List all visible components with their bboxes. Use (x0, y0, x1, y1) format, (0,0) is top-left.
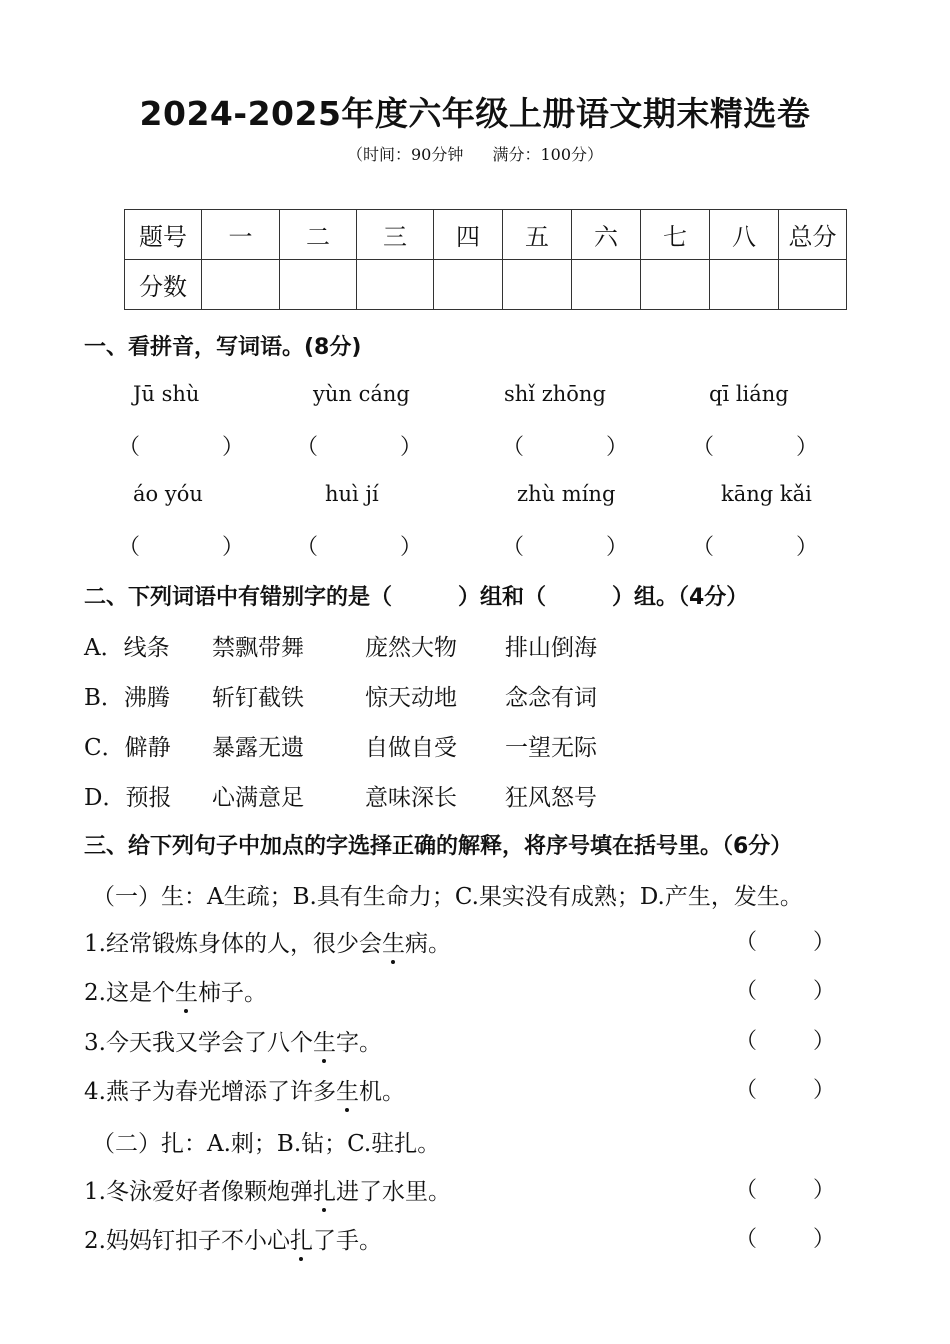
option-label: C．僻静 (84, 735, 171, 761)
score-cell-col1: 一 (202, 210, 280, 260)
score-cell-label: 题号 (125, 210, 202, 260)
answer-blank[interactable]: （ ） (296, 535, 423, 560)
pinyin-prompt: shǐ zhōng (504, 382, 606, 406)
option-word: 暴露无遗 (212, 735, 304, 761)
option-word: 斩钉截铁 (212, 685, 304, 711)
score-cell-total: 总分 (779, 210, 847, 260)
group-1-intro: （一）生：A生疏；B.具有生命力；C.果实没有成熟；D.产生，发生。 (92, 884, 803, 910)
score-input-cell[interactable] (503, 260, 572, 310)
question-line: 4.燕子为春光增添了许多生机。 (84, 1073, 405, 1106)
score-cell-col5: 五 (503, 210, 572, 260)
answer-blank[interactable]: （ ） (692, 535, 819, 560)
dotted-char: 扎 (313, 1173, 336, 1206)
pinyin-prompt: huì jí (325, 482, 379, 506)
question-line: 1.冬泳爱好者像颗炮弹扎进了水里。 (84, 1173, 451, 1206)
dotted-char: 生 (382, 925, 405, 958)
option-word: 禁飘带舞 (212, 635, 304, 661)
score-cell-col6: 六 (572, 210, 641, 260)
option-word: 排山倒海 (505, 635, 597, 661)
answer-blank[interactable]: （ ） (735, 1078, 836, 1103)
option-word: 惊天动地 (365, 685, 457, 711)
score-cell-col8: 八 (710, 210, 779, 260)
question-line: 1.经常锻炼身体的人，很少会生病。 (84, 925, 451, 958)
option-word: 心满意足 (212, 785, 304, 811)
option-word: 意味深长 (365, 785, 457, 811)
option-label: B．沸腾 (84, 685, 170, 711)
answer-blank[interactable]: （ ） (735, 1029, 836, 1054)
pinyin-prompt: Jū shù (133, 382, 200, 406)
option-word: 念念有词 (505, 685, 597, 711)
score-input-cell[interactable] (280, 260, 357, 310)
question-line: 3.今天我又学会了八个生字。 (84, 1024, 382, 1057)
score-input-cell[interactable] (710, 260, 779, 310)
answer-blank[interactable]: （ ） (118, 535, 245, 560)
score-cell-col7: 七 (641, 210, 710, 260)
option-word: 狂风怒号 (505, 785, 597, 811)
answer-blank[interactable]: （ ） (735, 1227, 836, 1252)
answer-blank[interactable]: （ ） (296, 435, 423, 460)
dotted-char: 生 (336, 1073, 359, 1106)
score-row-label: 分数 (125, 260, 202, 310)
score-input-cell[interactable] (641, 260, 710, 310)
option-label: A．线条 (84, 635, 170, 661)
dotted-char: 扎 (290, 1222, 313, 1255)
pinyin-prompt: yùn cáng (313, 382, 410, 406)
option-word: 一望无际 (505, 735, 597, 761)
exam-info (0, 142, 950, 165)
answer-blank[interactable]: （ ） (118, 435, 245, 460)
score-table (124, 209, 847, 310)
dotted-char: 生 (175, 974, 198, 1007)
exam-full-score: 满分：100分） (492, 145, 603, 164)
answer-blank[interactable]: （ ） (502, 435, 629, 460)
pinyin-prompt: áo yóu (133, 482, 203, 506)
score-input-cell[interactable] (357, 260, 434, 310)
score-table-header-row (125, 210, 847, 260)
score-cell-col2: 二 (280, 210, 357, 260)
dotted-char: 生 (313, 1024, 336, 1057)
option-word: 自做自受 (365, 735, 457, 761)
score-cell-col4: 四 (434, 210, 503, 260)
score-input-cell[interactable] (202, 260, 280, 310)
section-2-heading: 二、下列词语中有错别字的是（ ）组和（ ）组。（4分） (84, 585, 749, 610)
answer-blank[interactable]: （ ） (735, 930, 836, 955)
section-3-heading: 三、给下列句子中加点的字选择正确的解释，将序号填在括号里。（6分） (84, 834, 793, 859)
pinyin-prompt: qī liáng (709, 382, 789, 406)
option-label: D．预报 (84, 785, 172, 811)
score-input-cell[interactable] (434, 260, 503, 310)
pinyin-prompt: zhù míng (517, 482, 616, 506)
answer-blank[interactable]: （ ） (735, 979, 836, 1004)
question-line: 2.这是个生柿子。 (84, 974, 267, 1007)
pinyin-prompt: kāng kǎi (721, 482, 812, 506)
option-word: 庞然大物 (365, 635, 457, 661)
score-input-cell[interactable] (779, 260, 847, 310)
section-1-heading: 一、看拼音，写词语。(8分) (84, 335, 362, 360)
page-title: 2024-2025年度六年级上册语文期末精选卷 (139, 94, 811, 133)
question-line: 2.妈妈钉扣子不小心扎了手。 (84, 1222, 382, 1255)
score-table-score-row (125, 260, 847, 310)
exam-time: （时间：90分钟 (346, 145, 464, 164)
score-input-cell[interactable] (572, 260, 641, 310)
answer-blank[interactable]: （ ） (692, 435, 819, 460)
answer-blank[interactable]: （ ） (502, 535, 629, 560)
answer-blank[interactable]: （ ） (735, 1178, 836, 1203)
score-cell-col3: 三 (357, 210, 434, 260)
group-2-intro: （二）扎：A.刺；B.钻；C.驻扎。 (92, 1131, 441, 1157)
